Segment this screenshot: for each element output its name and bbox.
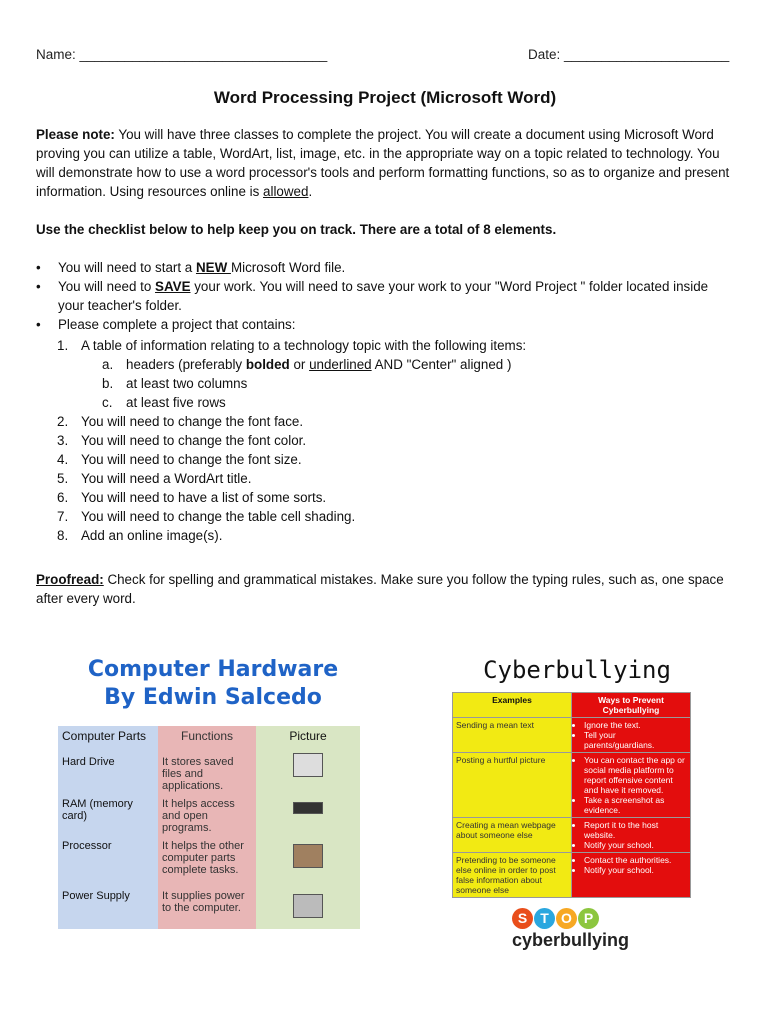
save-emphasis: SAVE: [155, 279, 191, 294]
item-text: AND "Center" aligned ): [371, 357, 512, 372]
power-supply-image: [293, 894, 323, 918]
checklist: [36, 258, 716, 334]
underlined-word: underlined: [309, 357, 372, 372]
stop-logo-word: cyberbullying: [512, 930, 630, 950]
list-item: • Tell your parents/guardians.: [584, 730, 687, 750]
proofread-paragraph: [36, 570, 736, 608]
item-letter: c.: [102, 395, 113, 410]
item-text: Add an online image(s).: [81, 528, 223, 543]
item-number: 3.: [57, 433, 69, 448]
list-item: [36, 315, 716, 334]
cyberbullying-table: [452, 692, 691, 898]
list-item: [57, 488, 717, 507]
list-item: • Notify your school.: [584, 840, 687, 850]
item-letter: b.: [102, 376, 114, 391]
header-computer-parts: Computer Parts: [58, 726, 158, 746]
bullet-text: your work. You will need to save your work to your "Word Project " folder located inside your teacher's folder.: [58, 279, 709, 313]
item-text: at least five rows: [126, 395, 226, 410]
example-cell: Creating a mean webpage about someone else: [453, 818, 572, 853]
table-row: [453, 853, 691, 898]
item-text: A table of information relating to a technology topic with the following items:: [81, 338, 527, 353]
hard-drive-image: [293, 753, 323, 777]
picture-cell: [256, 887, 360, 929]
ram-image: [293, 802, 323, 814]
stop-letter-p: P: [578, 908, 599, 929]
table-row: [58, 837, 360, 887]
list-item: [57, 355, 717, 374]
example-cell: Sending a mean text: [453, 718, 572, 753]
item-text: You will need to change the font face.: [81, 414, 304, 429]
list-item: [57, 393, 717, 412]
part-cell: Hard Drive: [58, 746, 158, 795]
item-text: or: [289, 357, 310, 372]
part-cell: Power Supply: [58, 887, 158, 929]
stop-letters: [512, 908, 702, 929]
name-field: [36, 47, 327, 62]
name-label: Name:: [36, 47, 76, 62]
cyberbullying-title: Cyberbullying: [483, 656, 671, 684]
stop-cyberbullying-logo: [512, 908, 702, 951]
list-item: [57, 374, 717, 393]
item-text: You will need to change the table cell shading.: [81, 509, 356, 524]
stop-letter-t: T: [534, 908, 555, 929]
bullet-text: You will need to: [58, 279, 156, 294]
table-row: [453, 718, 691, 753]
function-cell: It supplies power to the computer.: [158, 887, 256, 929]
header-functions: Functions: [158, 726, 256, 746]
prevention-cell: [572, 753, 691, 818]
numbered-list: [57, 336, 717, 545]
item-number: 2.: [57, 414, 69, 429]
list-item: • Ignore the text.: [584, 720, 687, 730]
list-item: [57, 336, 717, 355]
list-item: [57, 412, 717, 431]
item-text: at least two columns: [126, 376, 248, 391]
item-number: 1.: [57, 338, 69, 353]
hardware-table: [58, 726, 360, 929]
date-line: ______________________: [564, 47, 730, 62]
hardware-example: [58, 656, 368, 929]
note-text: You will have three classes to complete the project. You will create a document using Microsoft Word proving you can utilize a table, WordArt, list, image, etc. in the appropriate way on a topic related to technology. You will demonstrate how to use a word processor's tools and perform formatting functions, so as to organize and present information. Using resources online is: [36, 127, 730, 199]
list-item: • Notify your school.: [584, 865, 687, 875]
table-row: [58, 746, 360, 795]
cyberbullying-example: [452, 656, 702, 951]
item-number: 5.: [57, 471, 69, 486]
example-cell: Pretending to be someone else online in order to post false information about someone else: [453, 853, 572, 898]
list-item: • Take a screenshot as evidence.: [584, 795, 687, 815]
proofread-label: Proofread:: [36, 572, 104, 587]
list-item: [57, 507, 717, 526]
part-cell: Processor: [58, 837, 158, 887]
item-text: You will need to have a list of some sorts.: [81, 490, 327, 505]
item-text: headers (preferably: [126, 357, 246, 372]
hardware-wordart-subtitle: By Edwin Salcedo: [104, 685, 322, 710]
list-item: [57, 431, 717, 450]
bullet-text: You will need to start a: [58, 260, 196, 275]
list-item: • Report it to the host website.: [584, 820, 687, 840]
part-cell: RAM (memory card): [58, 795, 158, 837]
function-cell: It helps access and open programs.: [158, 795, 256, 837]
table-row: [58, 795, 360, 837]
list-item: • Contact the authorities.: [584, 855, 687, 865]
new-emphasis: NEW: [195, 260, 231, 275]
note-paragraph: [36, 125, 736, 201]
item-number: 6.: [57, 490, 69, 505]
bullet-text: Please complete a project that contains:: [58, 317, 296, 332]
picture-cell: [256, 837, 360, 887]
picture-cell: [256, 746, 360, 795]
list-item: [36, 258, 716, 277]
picture-cell: [256, 795, 360, 837]
stop-letter-s: S: [512, 908, 533, 929]
function-cell: It helps the other computer parts complete tasks.: [158, 837, 256, 887]
bolded-word: bolded: [245, 357, 290, 372]
list-item: [57, 526, 717, 545]
note-label: Please note:: [36, 127, 115, 142]
item-letter: a.: [102, 357, 114, 372]
allowed-word: allowed: [263, 184, 309, 199]
table-header-row: [453, 693, 691, 718]
hardware-wordart-title: Computer Hardware: [87, 657, 339, 682]
date-label: Date:: [528, 47, 561, 62]
item-text: You will need to change the font size.: [81, 452, 302, 467]
header-examples: Examples: [453, 693, 572, 718]
processor-image: [293, 844, 323, 868]
table-row: [453, 818, 691, 853]
document-title: Word Processing Project (Microsoft Word): [213, 88, 557, 107]
list-item: • You can contact the app or social media platform to report offensive content and have it removed.: [584, 755, 687, 795]
header-picture: Picture: [256, 726, 360, 746]
table-row: [58, 887, 360, 929]
proofread-text: Check for spelling and grammatical mistakes. Make sure you follow the typing rules, such as, one space after every word.: [36, 572, 724, 606]
checklist-heading: Use the checklist below to help keep you on track. There are a total of 8 elements.: [36, 222, 557, 237]
example-cell: Posting a hurtful picture: [453, 753, 572, 818]
note-period: .: [308, 184, 313, 199]
item-number: 7.: [57, 509, 69, 524]
name-line: _________________________________: [79, 47, 328, 62]
prevention-cell: [572, 818, 691, 853]
list-item: [36, 277, 716, 315]
prevention-cell: [572, 718, 691, 753]
item-number: 8.: [57, 528, 69, 543]
list-item: [57, 469, 717, 488]
stop-letter-o: O: [556, 908, 577, 929]
item-number: 4.: [57, 452, 69, 467]
item-text: You will need a WordArt title.: [81, 471, 252, 486]
list-item: [57, 450, 717, 469]
prevention-cell: [572, 853, 691, 898]
bullet-text: Microsoft Word file.: [230, 260, 346, 275]
item-text: You will need to change the font color.: [81, 433, 307, 448]
header-ways-to-prevent: Ways to Prevent Cyberbullying: [572, 693, 691, 718]
table-row: [453, 753, 691, 818]
table-header-row: [58, 726, 360, 746]
function-cell: It stores saved files and applications.: [158, 746, 256, 795]
date-field: [528, 47, 729, 62]
